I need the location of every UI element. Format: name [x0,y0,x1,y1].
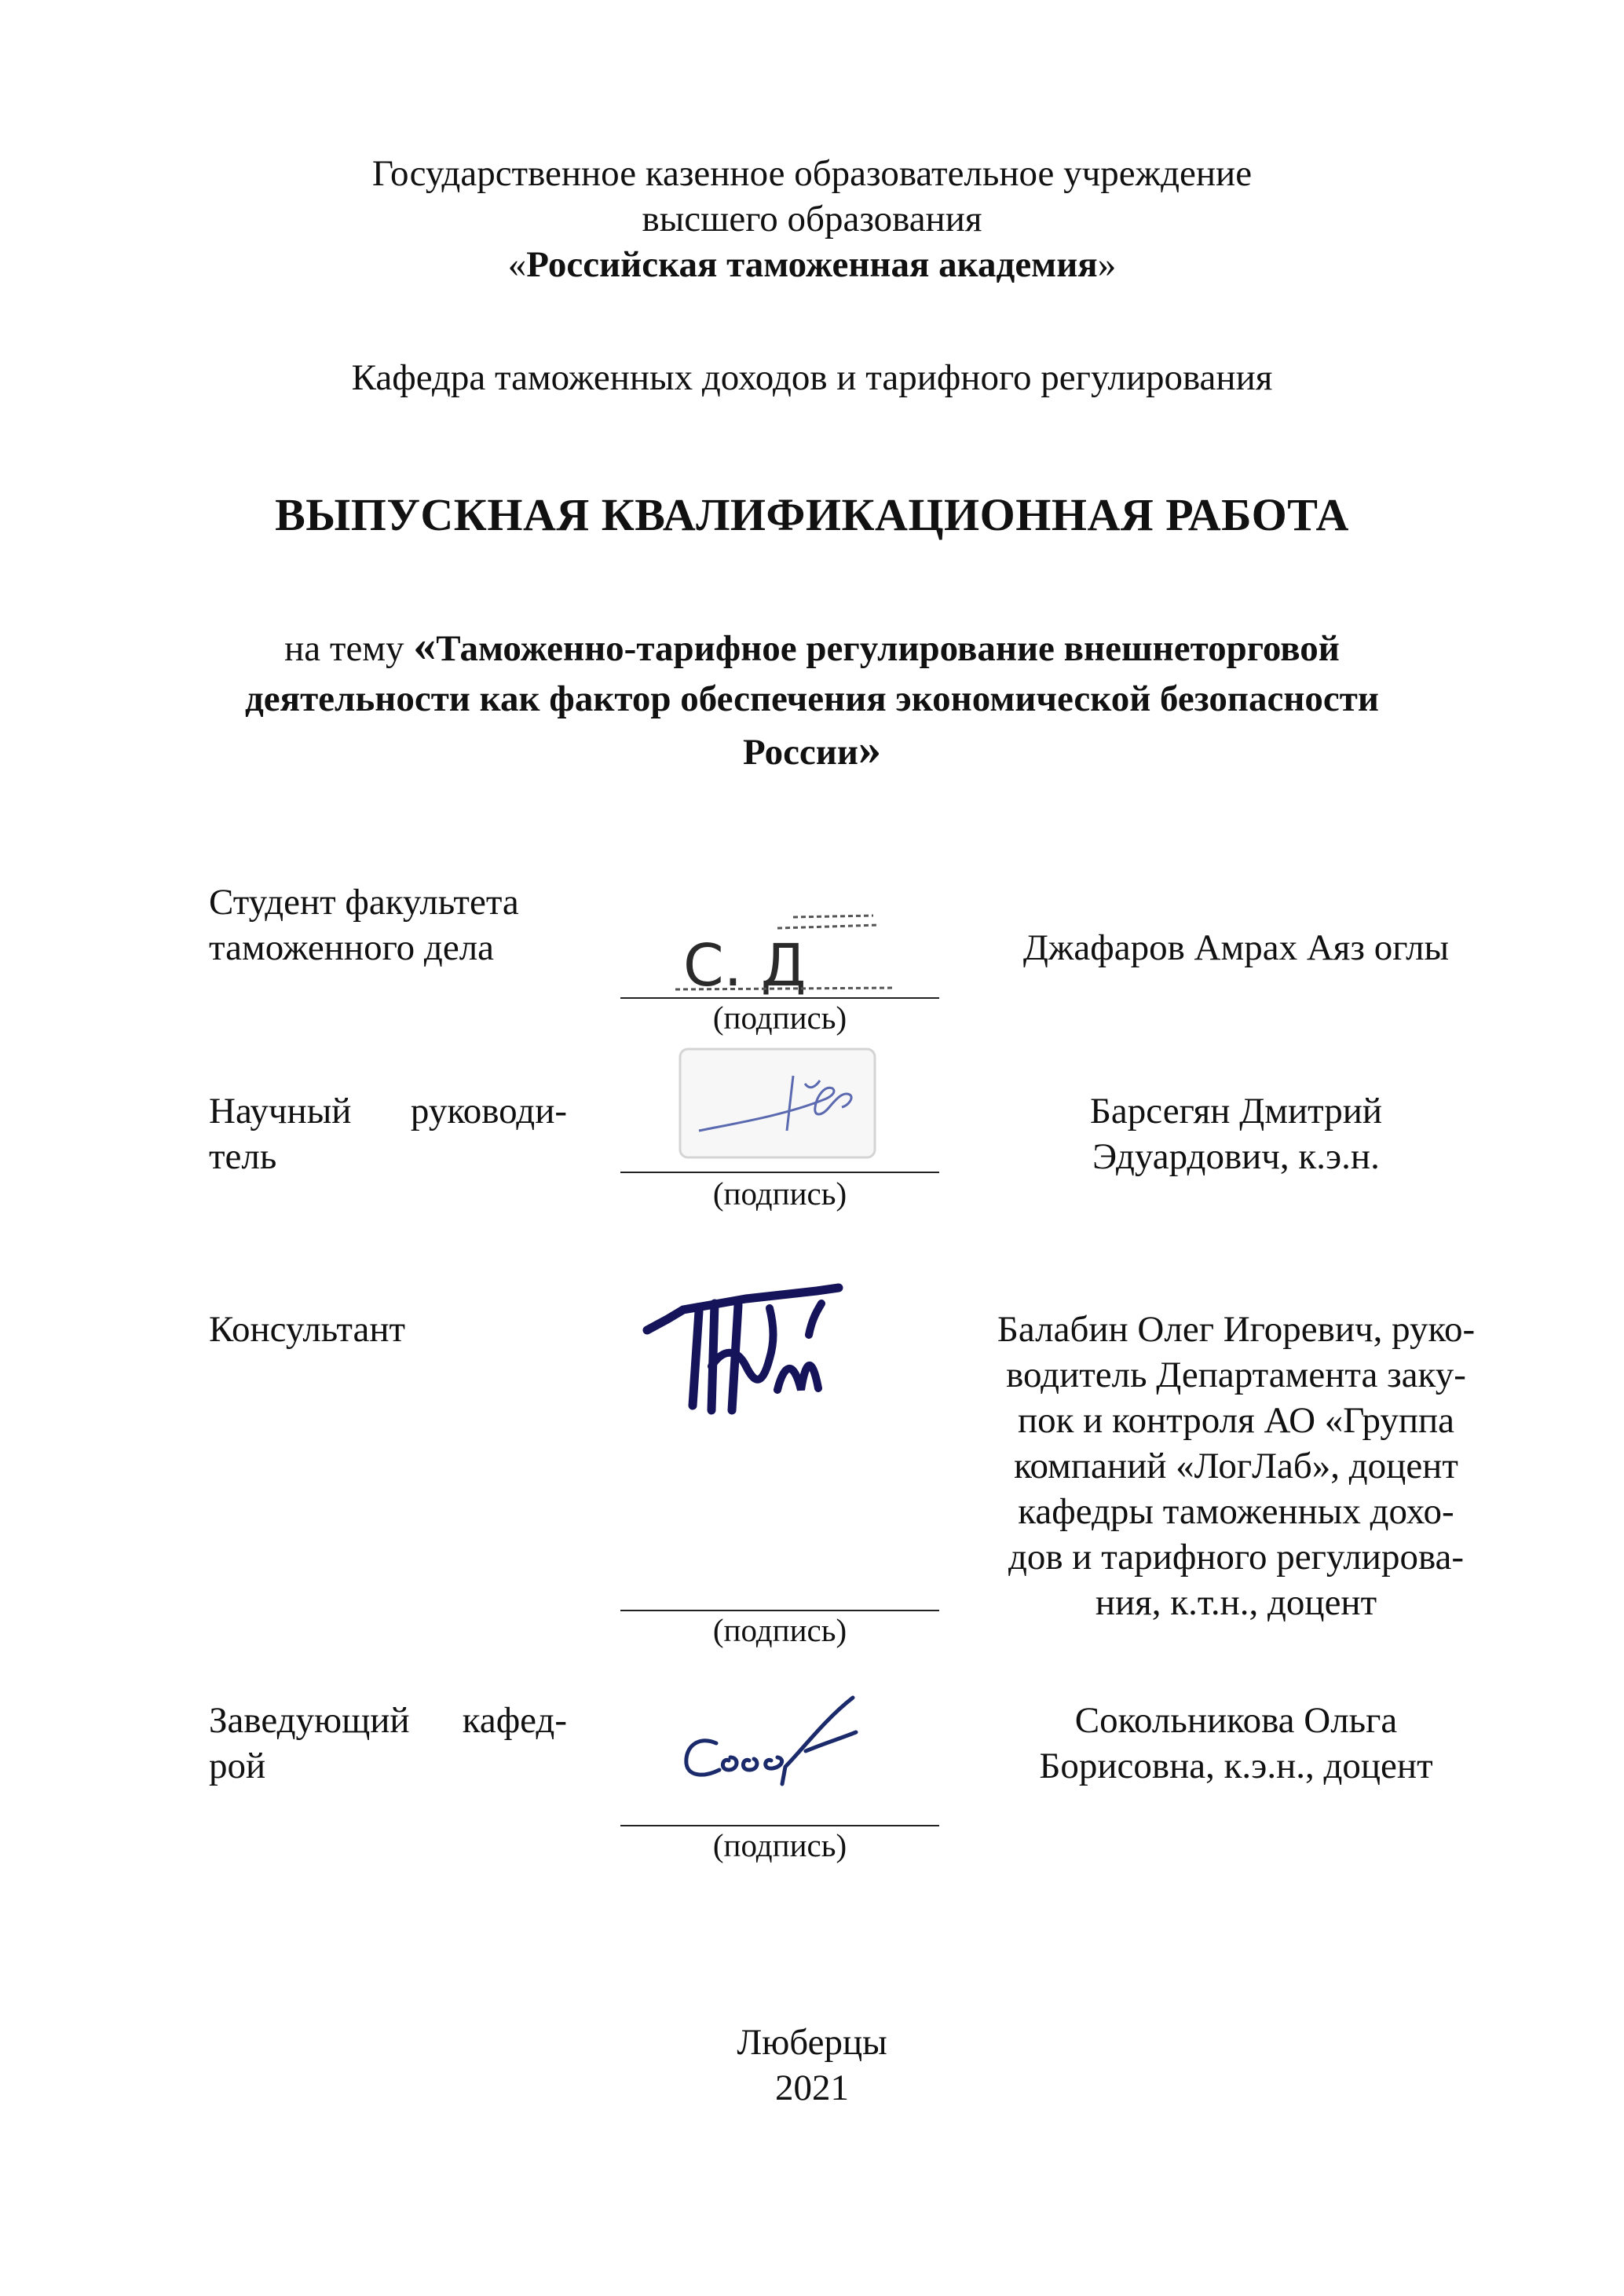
supervisor-name: Барсегян Дмитрий Эдуардович, к.э.н. [1089,1091,1383,1177]
supervisor-role: Научный руководи- тель [209,1091,567,1177]
consultant-signature [636,1272,864,1421]
student-signature-text: С. Д [683,932,807,997]
student-name: Джафаров Амрах Аяз оглы [1022,927,1450,968]
institution-line-1: Государственное казенное образовательное учреждение [371,153,1253,194]
institution-header [0,151,1624,287]
head-of-department-signature-caption: (подпись) [712,1827,847,1863]
institution-line-2: высшего образования [642,199,982,239]
student-signature [660,911,919,997]
thesis-topic [0,620,1624,777]
supervisor-signature-line [620,1172,939,1173]
topic-line-2: деятельности как фактор обеспечения экономической безопасности [245,678,1379,719]
work-title: ВЫПУСКНАЯ КВАЛИФИКАЦИОННАЯ РАБОТА [275,489,1349,540]
supervisor-signature [675,1044,880,1162]
department-name: Кафедра таможенных доходов и тарифного регулирования [351,357,1273,398]
head-of-department-signature [668,1688,880,1790]
year: 2021 [775,2067,849,2108]
topic-line-3: России» [743,723,881,774]
place-and-year [0,2020,1624,2111]
topic-line-1: на тему «Таможенно-тарифное регулирование внешнеторговой [284,620,1340,671]
supervisor-signature-caption: (подпись) [712,1175,847,1212]
academy-name: «Российская таможенная академия» [507,244,1117,285]
head-of-department-name: Сокольникова Ольга Борисовна, к.э.н., доцент [1039,1700,1433,1786]
consultant-role: Консультант [209,1309,406,1350]
consultant-signature-caption: (подпись) [712,1612,847,1648]
student-role: Студент факультета таможенного дела [209,882,519,968]
head-of-department-role: Заведующий кафед- рой [209,1700,567,1786]
city: Люберцы [737,2022,887,2063]
student-signature-caption: (подпись) [712,1000,847,1036]
consultant-name: Балабин Олег Игоревич, руко- водитель Департамента заку- пок и контроля АО «Группа компаний «ЛогЛаб», доцент кафедры таможенных дохо- дов и тарифного регулирова- ния, к.т.н., доцент [997,1309,1476,1623]
